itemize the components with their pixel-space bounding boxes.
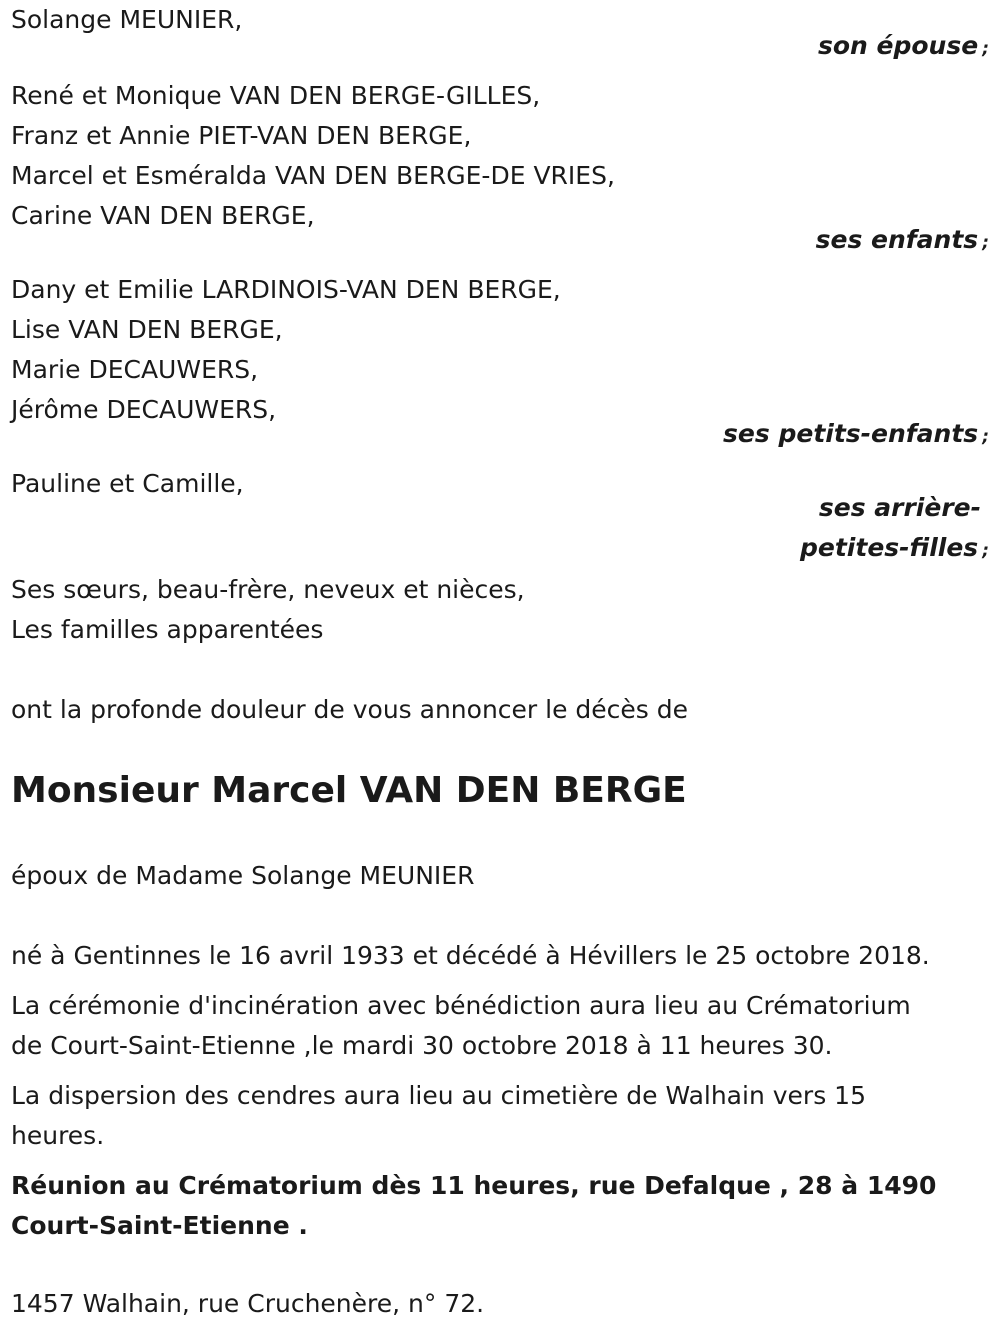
family-section [11,570,989,650]
great-grandchildren-role-separator: ; [982,541,989,561]
spouse-of-text: époux de Madame Solange MEUNIER [11,861,475,890]
grandchildren-role-label: ses petits-enfants [723,419,979,448]
great-grandchildren-role-label: petites-filles [800,533,979,562]
meeting-text [11,1166,989,1246]
grandchild-name: Lise VAN DEN BERGE, [11,315,283,344]
child-name: Marcel et Esméralda VAN DEN BERGE-DE VRIES, [11,161,615,190]
dispersion-line: heures. [11,1121,105,1150]
dispersion-text [11,1076,989,1156]
child-name: Carine VAN DEN BERGE, [11,201,315,230]
meeting-line: Réunion au Crématorium dès 11 heures, rue Defalque , 28 à 1490 [11,1171,937,1200]
grandchildren-role-separator: ; [982,427,989,447]
meeting-line: Court-Saint-Etienne . [11,1211,308,1240]
ceremony-text [11,986,989,1066]
address-text: 1457 Walhain, rue Cruchenère, n° 72. [11,1289,485,1318]
ceremony-line: La cérémonie d'incinération avec bénédiction aura lieu au Crématorium [11,991,911,1020]
children-role-label: ses enfants [815,225,979,254]
child-name: René et Monique VAN DEN BERGE-GILLES, [11,81,541,110]
child-name: Franz et Annie PIET-VAN DEN BERGE, [11,121,472,150]
spouse-role-label: son épouse [817,31,979,60]
grandchildren-section [11,270,989,454]
dispersion-line: La dispersion des cendres aura lieu au cimetière de Walhain vers 15 [11,1081,866,1110]
family-line: Ses sœurs, beau-frère, neveux et nièces, [11,575,525,604]
announcement-text: ont la profonde douleur de vous annoncer le décès de [11,695,689,724]
great-grandchildren-section [11,464,989,568]
grandchild-name: Dany et Emilie LARDINOIS-VAN DEN BERGE, [11,275,561,304]
spouse-section [11,0,989,66]
children-section [11,76,989,260]
family-line: Les familles apparentées [11,615,324,644]
grandchild-name: Marie DECAUWERS, [11,355,259,384]
great-grandchildren-role-line2 [11,528,989,568]
grandchild-name: Jérôme DECAUWERS, [11,395,277,424]
birth-death-text: né à Gentinnes le 16 avril 1933 et décédé à Hévillers le 25 octobre 2018. [11,941,930,970]
spouse-role-separator: ; [982,39,989,59]
ceremony-line: de Court-Saint-Etienne ,le mardi 30 octobre 2018 à 11 heures 30. [11,1031,833,1060]
great-grandchildren-role-line1: ses arrière- [818,493,981,522]
great-grandchild-name: Pauline et Camille, [11,469,244,498]
deceased-name: Monsieur Marcel VAN DEN BERGE [11,770,687,811]
children-role-separator: ; [982,233,989,253]
spouse-name: Solange MEUNIER, [11,5,243,34]
